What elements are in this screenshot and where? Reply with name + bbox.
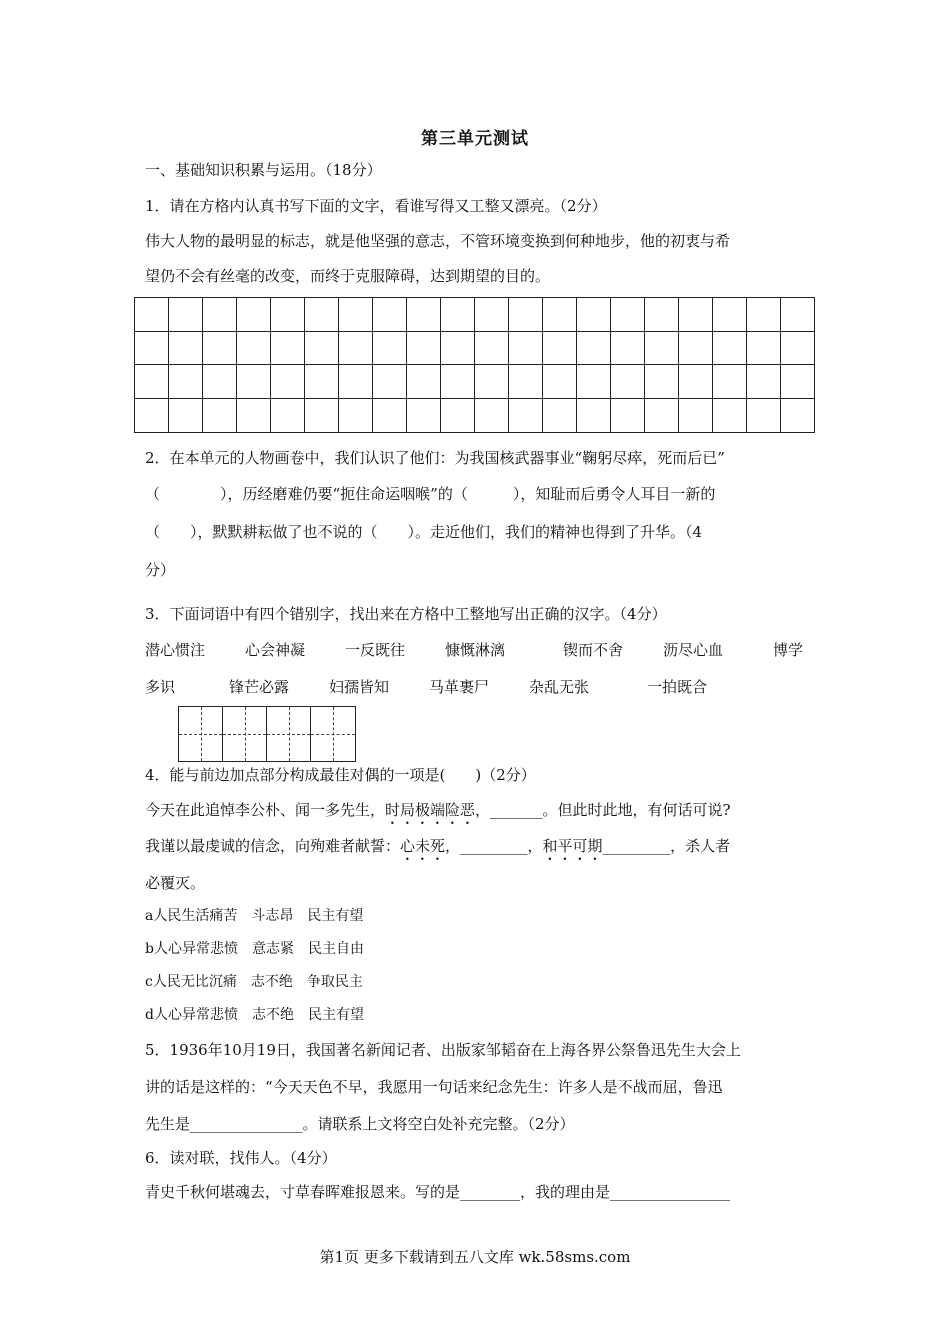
word-item: 一拍既合 [647, 678, 708, 696]
answer-box[interactable] [223, 707, 267, 761]
word-item: 马革裹尸 [429, 678, 490, 696]
word-item: 潜心惯注 [145, 641, 206, 659]
word-item: 一反既往 [345, 641, 406, 659]
q5-line3: 先生是_______________。请联系上文将空白处补充完整。（2分） [145, 1115, 575, 1133]
q4-prompt: 4．能与前边加点部分构成最佳对偶的一项是( )（2分） [145, 766, 536, 784]
word-item: 慷慨淋漓 [445, 641, 506, 659]
word-item: 锋芒必露 [229, 678, 290, 696]
answer-box[interactable] [311, 707, 355, 761]
dotted-phrase: 心未死 [400, 837, 446, 855]
writing-grid[interactable] [134, 297, 815, 433]
q5-line2: 讲的话是这样的：“今天天色不早，我愿用一句话来纪念先生：许多人是不战而屈，鲁迅 [145, 1078, 723, 1096]
q4-line3: 必覆灭。 [145, 874, 206, 892]
page-title: 第三单元测试 [421, 129, 529, 149]
word-item: 妇孺皆知 [329, 678, 390, 696]
word-item: 心会神凝 [245, 641, 306, 659]
grid-row [135, 365, 814, 399]
word-item: 杂乱无张 [529, 678, 590, 696]
answer-box[interactable] [179, 707, 223, 761]
q3-prompt: 3．下面词语中有四个错别字，找出来在方格中工整地写出正确的汉字。（4分） [145, 605, 667, 623]
grid-row [135, 399, 814, 433]
q2-line1: 2．在本单元的人物画卷中，我们认识了他们：为我国核武器事业“鞠躬尽瘁，死而后已” [145, 449, 725, 467]
correction-boxes[interactable] [178, 706, 356, 762]
q4-option-a: a人民生活痛苦 斗志昂 民主有望 [145, 908, 364, 924]
grid-row [135, 332, 814, 366]
section-heading: 一、基础知识积累与运用。（18分） [145, 161, 382, 179]
q6-prompt: 6．读对联，找伟人。（4分） [145, 1149, 337, 1167]
answer-box[interactable] [267, 707, 311, 761]
q4-line2: 我谨以最虔诚的信念，向殉难者献誓：心未死，_________，和平可期_________，杀人者 [145, 837, 731, 855]
q4-option-c: c人民无比沉痛 志不绝 争取民主 [145, 974, 363, 990]
page-footer: 第1页 更多下载请到五八文库 wk.58sms.com [319, 1248, 631, 1266]
word-item: 多识 [145, 678, 176, 696]
q1-text-line1: 伟大人物的最明显的标志，就是他坚强的意志，不管环境变换到何种地步，他的初衷与希 [145, 232, 731, 250]
q5-line1: 5．1936年10月19日，我国著名新闻记者、出版家邹韬奋在上海各界公祭鲁迅先生大会上 [145, 1041, 741, 1059]
q2-line2: （ ），历经磨难仍要“扼住命运咽喉”的（ ），知耻而后勇令人耳目一新的 [145, 485, 716, 503]
q1-text-line2: 望仍不会有丝毫的改变，而终于克服障碍，达到期望的目的。 [145, 267, 551, 285]
word-item: 锲而不舍 [563, 641, 624, 659]
q1-prompt: 1．请在方格内认真书写下面的文字，看谁写得又工整又漂亮。（2分） [145, 197, 607, 215]
grid-row [135, 298, 814, 332]
dotted-phrase: 时局极端险恶 [385, 801, 476, 819]
word-item: 沥尽心血 [663, 641, 724, 659]
q2-line3: （ ），默默耕耘做了也不说的（ ）。走近他们，我们的精神也得到了升华。（4 [145, 523, 703, 541]
q4-option-b: b人心异常悲愤 意志紧 民主自由 [145, 941, 364, 957]
q2-line4: 分） [145, 561, 176, 579]
dotted-phrase: 和平可期 [542, 837, 603, 855]
q6-line1: 青史千秋何堪魂去，寸草春晖难报恩来。写的是________，我的理由是________________ [145, 1183, 731, 1201]
word-item: 博学 [773, 641, 804, 659]
q4-line1: 今天在此追悼李公朴、闻一多先生，时局极端险恶，_______。但此时此地，有何话可说? [145, 801, 731, 819]
q3-words-row2 [145, 677, 707, 697]
q4-option-d: d人心异常悲愤 志不绝 民主有望 [145, 1007, 364, 1023]
q3-words-row1 [145, 640, 803, 660]
